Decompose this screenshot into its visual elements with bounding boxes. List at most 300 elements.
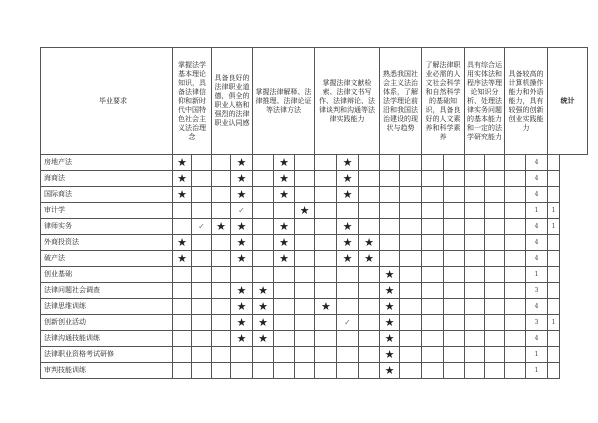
matrix-cell — [337, 203, 359, 219]
matrix-cell — [337, 347, 359, 363]
matrix-cell — [400, 299, 422, 315]
count-extra-cell — [548, 155, 560, 171]
count-extra-cell — [548, 171, 560, 187]
matrix-cell — [485, 331, 505, 347]
matrix-cell — [359, 203, 380, 219]
matrix-cell — [422, 219, 444, 235]
matrix-cell — [505, 299, 526, 315]
matrix-cell — [505, 155, 526, 171]
matrix-cell — [315, 171, 337, 187]
matrix-cell — [422, 331, 444, 347]
star-mark: ★ — [173, 251, 192, 267]
matrix-cell — [465, 267, 485, 283]
matrix-cell — [400, 315, 422, 331]
table-row — [41, 187, 588, 203]
matrix-cell — [231, 347, 253, 363]
matrix-cell — [465, 299, 485, 315]
matrix-cell — [192, 203, 212, 219]
count-cell: 1 — [526, 267, 548, 283]
matrix-cell — [359, 283, 380, 299]
course-name: 法律职业资格考试研修 — [41, 347, 173, 363]
matrix-cell — [505, 315, 526, 331]
matrix-cell — [173, 219, 192, 235]
matrix-cell — [505, 347, 526, 363]
count-extra-cell — [548, 299, 560, 315]
matrix-cell — [444, 363, 465, 379]
matrix-cell — [212, 187, 231, 203]
course-name: 律师实务 — [41, 219, 173, 235]
matrix-cell — [422, 171, 444, 187]
matrix-cell — [173, 283, 192, 299]
matrix-cell — [465, 251, 485, 267]
matrix-cell — [212, 267, 231, 283]
table-row — [41, 171, 588, 187]
star-mark: ★ — [274, 155, 295, 171]
matrix-cell — [212, 299, 231, 315]
check-mark: ✓ — [231, 203, 253, 219]
count-cell: 1 — [526, 363, 548, 379]
matrix-cell — [295, 155, 315, 171]
count-cell: 4 — [526, 299, 548, 315]
matrix-cell — [295, 331, 315, 347]
header-ability-5: 熟悉我国社会主义法治体系，了解法学理论前沿和我国法治建设的现状与趋势 — [380, 48, 422, 155]
matrix-cell — [359, 299, 380, 315]
course-name: 创业基础 — [41, 267, 173, 283]
count-extra-cell — [548, 235, 560, 251]
matrix-cell — [359, 219, 380, 235]
header-ability-4: 掌握法律文献检索、法律文书写作、法律辩论、法律谈判和沟通等法律实践能力 — [315, 48, 380, 155]
matrix-cell — [295, 363, 315, 379]
matrix-cell — [380, 219, 400, 235]
matrix-cell — [295, 219, 315, 235]
matrix-cell — [173, 315, 192, 331]
matrix-cell — [315, 251, 337, 267]
matrix-cell — [485, 283, 505, 299]
count-extra-cell — [548, 331, 560, 347]
matrix-cell — [444, 235, 465, 251]
matrix-cell — [337, 267, 359, 283]
star-mark: ★ — [337, 187, 359, 203]
table-row — [41, 203, 588, 219]
matrix-cell — [400, 283, 422, 299]
matrix-cell — [422, 251, 444, 267]
count-cell: 3 — [526, 315, 548, 331]
matrix-cell — [337, 283, 359, 299]
table-row — [41, 235, 588, 251]
matrix-cell — [192, 315, 212, 331]
matrix-cell — [231, 267, 253, 283]
matrix-cell — [359, 187, 380, 203]
matrix-cell — [485, 219, 505, 235]
matrix-cell — [422, 363, 444, 379]
matrix-cell — [505, 235, 526, 251]
matrix-cell — [315, 235, 337, 251]
matrix-cell — [380, 171, 400, 187]
matrix-cell — [505, 171, 526, 187]
header-ability-6: 了解法律职业必需的人文社会科学和自然科学的基础知识，具备良好的人文素养和科学素养 — [422, 48, 465, 155]
matrix-cell — [315, 203, 337, 219]
matrix-cell — [465, 203, 485, 219]
star-mark: ★ — [253, 331, 274, 347]
matrix-cell — [422, 283, 444, 299]
matrix-cell — [359, 171, 380, 187]
matrix-cell — [192, 331, 212, 347]
star-mark: ★ — [231, 283, 253, 299]
count-extra-cell: 1 — [548, 203, 560, 219]
star-mark: ★ — [231, 299, 253, 315]
header-graduation-requirement: 毕业要求 — [41, 48, 173, 155]
star-mark: ★ — [231, 171, 253, 187]
count-cell: 3 — [526, 283, 548, 299]
count-extra-cell — [548, 187, 560, 203]
table-row — [41, 331, 588, 347]
star-mark: ★ — [359, 251, 380, 267]
star-mark: ★ — [274, 219, 295, 235]
matrix-cell — [422, 235, 444, 251]
matrix-cell — [444, 283, 465, 299]
star-mark: ★ — [231, 219, 253, 235]
star-mark: ★ — [295, 203, 315, 219]
count-extra-cell — [548, 251, 560, 267]
star-mark: ★ — [380, 331, 400, 347]
matrix-cell — [444, 331, 465, 347]
matrix-cell — [400, 251, 422, 267]
matrix-cell — [422, 203, 444, 219]
matrix-cell — [465, 171, 485, 187]
header-ability-2: 具备良好的法律职业道德，俱全的职业人格和强烈的法律职业认同感 — [212, 48, 253, 155]
matrix-cell — [295, 299, 315, 315]
star-mark: ★ — [231, 315, 253, 331]
star-mark: ★ — [231, 155, 253, 171]
count-cell: 1 — [526, 347, 548, 363]
matrix-cell — [400, 347, 422, 363]
count-cell: 1 — [526, 203, 548, 219]
table-row — [41, 315, 588, 331]
matrix-cell — [465, 219, 485, 235]
check-mark: ✓ — [192, 219, 212, 235]
star-mark: ★ — [173, 187, 192, 203]
star-mark: ★ — [337, 155, 359, 171]
matrix-cell — [444, 219, 465, 235]
star-mark: ★ — [253, 283, 274, 299]
matrix-cell — [337, 363, 359, 379]
table-row — [41, 267, 588, 283]
star-mark: ★ — [337, 219, 359, 235]
star-mark: ★ — [274, 171, 295, 187]
matrix-cell — [173, 299, 192, 315]
matrix-cell — [315, 155, 337, 171]
matrix-cell — [231, 363, 253, 379]
star-mark: ★ — [173, 155, 192, 171]
course-name: 国际商法 — [41, 187, 173, 203]
star-mark: ★ — [274, 187, 295, 203]
matrix-cell — [192, 235, 212, 251]
matrix-cell — [359, 331, 380, 347]
matrix-cell — [173, 363, 192, 379]
matrix-cell — [444, 155, 465, 171]
matrix-cell — [505, 251, 526, 267]
matrix-cell — [295, 315, 315, 331]
matrix-cell — [173, 267, 192, 283]
star-mark: ★ — [359, 235, 380, 251]
matrix-cell — [295, 283, 315, 299]
count-cell: 4 — [526, 251, 548, 267]
table-row — [41, 299, 588, 315]
course-name: 审计学 — [41, 203, 173, 219]
header-statistics: 统计 — [548, 48, 588, 155]
matrix-cell — [192, 171, 212, 187]
count-extra-cell: 1 — [548, 219, 560, 235]
matrix-cell — [465, 283, 485, 299]
matrix-cell — [485, 299, 505, 315]
matrix-cell — [315, 267, 337, 283]
matrix-cell — [505, 331, 526, 347]
matrix-cell — [465, 155, 485, 171]
matrix-cell — [253, 363, 274, 379]
matrix-cell — [485, 203, 505, 219]
matrix-cell — [274, 203, 295, 219]
course-name: 法律思维训练 — [41, 299, 173, 315]
matrix-cell — [212, 251, 231, 267]
matrix-cell — [274, 331, 295, 347]
matrix-cell — [315, 363, 337, 379]
matrix-cell — [400, 155, 422, 171]
matrix-cell — [192, 187, 212, 203]
star-mark: ★ — [231, 331, 253, 347]
matrix-cell — [422, 347, 444, 363]
matrix-cell — [253, 203, 274, 219]
matrix-cell — [465, 315, 485, 331]
matrix-cell — [359, 363, 380, 379]
matrix-cell — [295, 187, 315, 203]
matrix-cell — [212, 363, 231, 379]
matrix-cell — [274, 283, 295, 299]
matrix-cell — [444, 203, 465, 219]
matrix-cell — [295, 251, 315, 267]
matrix-cell — [295, 347, 315, 363]
matrix-cell — [400, 219, 422, 235]
matrix-cell — [380, 155, 400, 171]
matrix-cell — [465, 347, 485, 363]
matrix-cell — [505, 203, 526, 219]
count-cell: 4 — [526, 219, 548, 235]
matrix-cell — [400, 187, 422, 203]
matrix-cell — [465, 331, 485, 347]
matrix-cell — [485, 155, 505, 171]
star-mark: ★ — [337, 235, 359, 251]
matrix-cell — [212, 331, 231, 347]
matrix-cell — [253, 219, 274, 235]
matrix-cell — [253, 267, 274, 283]
star-mark: ★ — [173, 235, 192, 251]
matrix-cell — [253, 171, 274, 187]
star-mark: ★ — [212, 219, 231, 235]
matrix-cell — [444, 315, 465, 331]
star-mark: ★ — [380, 363, 400, 379]
matrix-cell — [505, 187, 526, 203]
matrix-cell — [485, 187, 505, 203]
matrix-cell — [253, 347, 274, 363]
matrix-cell — [400, 203, 422, 219]
matrix-cell — [485, 267, 505, 283]
matrix-cell — [212, 155, 231, 171]
matrix-cell — [380, 235, 400, 251]
matrix-cell — [380, 203, 400, 219]
matrix-cell — [212, 283, 231, 299]
matrix-cell — [315, 187, 337, 203]
header-ability-8: 具备较高的计算机操作能力和外语能力，具有较强的创新创业实践能力 — [505, 48, 548, 155]
matrix-cell — [253, 235, 274, 251]
matrix-cell — [212, 171, 231, 187]
course-name: 法律问题社会调查 — [41, 283, 173, 299]
star-mark: ★ — [173, 171, 192, 187]
table-row — [41, 219, 588, 235]
matrix-cell — [380, 251, 400, 267]
star-mark: ★ — [315, 299, 337, 315]
count-extra-cell — [548, 267, 560, 283]
matrix-cell — [485, 251, 505, 267]
course-name: 创新创业活动 — [41, 315, 173, 331]
matrix-cell — [315, 283, 337, 299]
matrix-cell — [485, 171, 505, 187]
count-extra-cell — [548, 347, 560, 363]
matrix-cell — [465, 363, 485, 379]
matrix-cell — [400, 363, 422, 379]
matrix-cell — [444, 251, 465, 267]
matrix-cell — [315, 331, 337, 347]
matrix-cell — [274, 267, 295, 283]
matrix-cell — [192, 283, 212, 299]
count-cell: 4 — [526, 331, 548, 347]
matrix-cell — [400, 171, 422, 187]
star-mark: ★ — [231, 187, 253, 203]
header-row — [41, 48, 588, 155]
matrix-cell — [253, 187, 274, 203]
matrix-cell — [253, 251, 274, 267]
matrix-cell — [192, 251, 212, 267]
matrix-cell — [444, 267, 465, 283]
header-ability-1: 掌握法学基本理论知识，具备法律信仰和新时代中国特色社会主义法治理念 — [173, 48, 212, 155]
table-row — [41, 283, 588, 299]
star-mark: ★ — [253, 315, 274, 331]
matrix-cell — [359, 315, 380, 331]
course-name: 审判技能训练 — [41, 363, 173, 379]
count-cell: 4 — [526, 187, 548, 203]
matrix-cell — [315, 315, 337, 331]
matrix-cell — [465, 187, 485, 203]
matrix-cell — [422, 299, 444, 315]
matrix-cell — [173, 331, 192, 347]
matrix-cell — [400, 331, 422, 347]
matrix-cell — [212, 235, 231, 251]
header-ability-7: 具有综合运用实体法和程序法等理论知识分析、处理法律实务问题的基本能力和一定的法学研究能力 — [465, 48, 505, 155]
course-name: 破产法 — [41, 251, 173, 267]
matrix-cell — [192, 267, 212, 283]
matrix-cell — [359, 267, 380, 283]
table-row — [41, 155, 588, 171]
matrix-cell — [505, 363, 526, 379]
count-cell: 4 — [526, 155, 548, 171]
matrix-cell — [274, 363, 295, 379]
matrix-cell — [444, 171, 465, 187]
matrix-cell — [274, 299, 295, 315]
table-row — [41, 251, 588, 267]
matrix-cell — [400, 267, 422, 283]
course-name: 法律沟通技能训练 — [41, 331, 173, 347]
matrix-cell — [337, 299, 359, 315]
matrix-cell — [192, 347, 212, 363]
star-mark: ★ — [380, 315, 400, 331]
matrix-cell — [359, 155, 380, 171]
star-mark: ★ — [380, 299, 400, 315]
check-mark: ✓ — [337, 315, 359, 331]
count-extra-cell: 1 — [548, 315, 560, 331]
matrix-cell — [444, 299, 465, 315]
matrix-cell — [253, 155, 274, 171]
matrix-cell — [485, 315, 505, 331]
matrix-cell — [295, 235, 315, 251]
matrix-cell — [192, 155, 212, 171]
matrix-cell — [274, 315, 295, 331]
curriculum-matrix-table — [40, 47, 588, 379]
matrix-cell — [422, 155, 444, 171]
matrix-cell — [212, 315, 231, 331]
matrix-cell — [422, 267, 444, 283]
matrix-cell — [295, 171, 315, 187]
matrix-cell — [173, 347, 192, 363]
count-cell: 4 — [526, 235, 548, 251]
matrix-cell — [505, 283, 526, 299]
course-name: 外商投资法 — [41, 235, 173, 251]
matrix-cell — [315, 219, 337, 235]
course-name: 海商法 — [41, 171, 173, 187]
count-extra-cell — [548, 283, 560, 299]
matrix-cell — [505, 267, 526, 283]
matrix-cell — [444, 187, 465, 203]
star-mark: ★ — [380, 283, 400, 299]
star-mark: ★ — [380, 347, 400, 363]
star-mark: ★ — [380, 267, 400, 283]
star-mark: ★ — [231, 251, 253, 267]
matrix-cell — [422, 315, 444, 331]
matrix-cell — [212, 347, 231, 363]
matrix-cell — [212, 203, 231, 219]
table-row — [41, 347, 588, 363]
matrix-cell — [295, 267, 315, 283]
header-ability-3: 掌握法律解释、法律推理、法律论证等法律方法 — [253, 48, 315, 155]
star-mark: ★ — [337, 171, 359, 187]
star-mark: ★ — [337, 251, 359, 267]
star-mark: ★ — [274, 251, 295, 267]
matrix-cell — [422, 187, 444, 203]
count-cell: 4 — [526, 171, 548, 187]
matrix-cell — [274, 347, 295, 363]
course-name: 房地产法 — [41, 155, 173, 171]
matrix-cell — [485, 363, 505, 379]
matrix-cell — [192, 299, 212, 315]
table-row — [41, 363, 588, 379]
star-mark: ★ — [253, 299, 274, 315]
count-extra-cell — [548, 363, 560, 379]
matrix-cell — [337, 331, 359, 347]
matrix-cell — [444, 347, 465, 363]
matrix-cell — [465, 235, 485, 251]
matrix-cell — [315, 347, 337, 363]
matrix-cell — [485, 235, 505, 251]
matrix-cell — [485, 347, 505, 363]
matrix-cell — [505, 219, 526, 235]
matrix-cell — [359, 347, 380, 363]
